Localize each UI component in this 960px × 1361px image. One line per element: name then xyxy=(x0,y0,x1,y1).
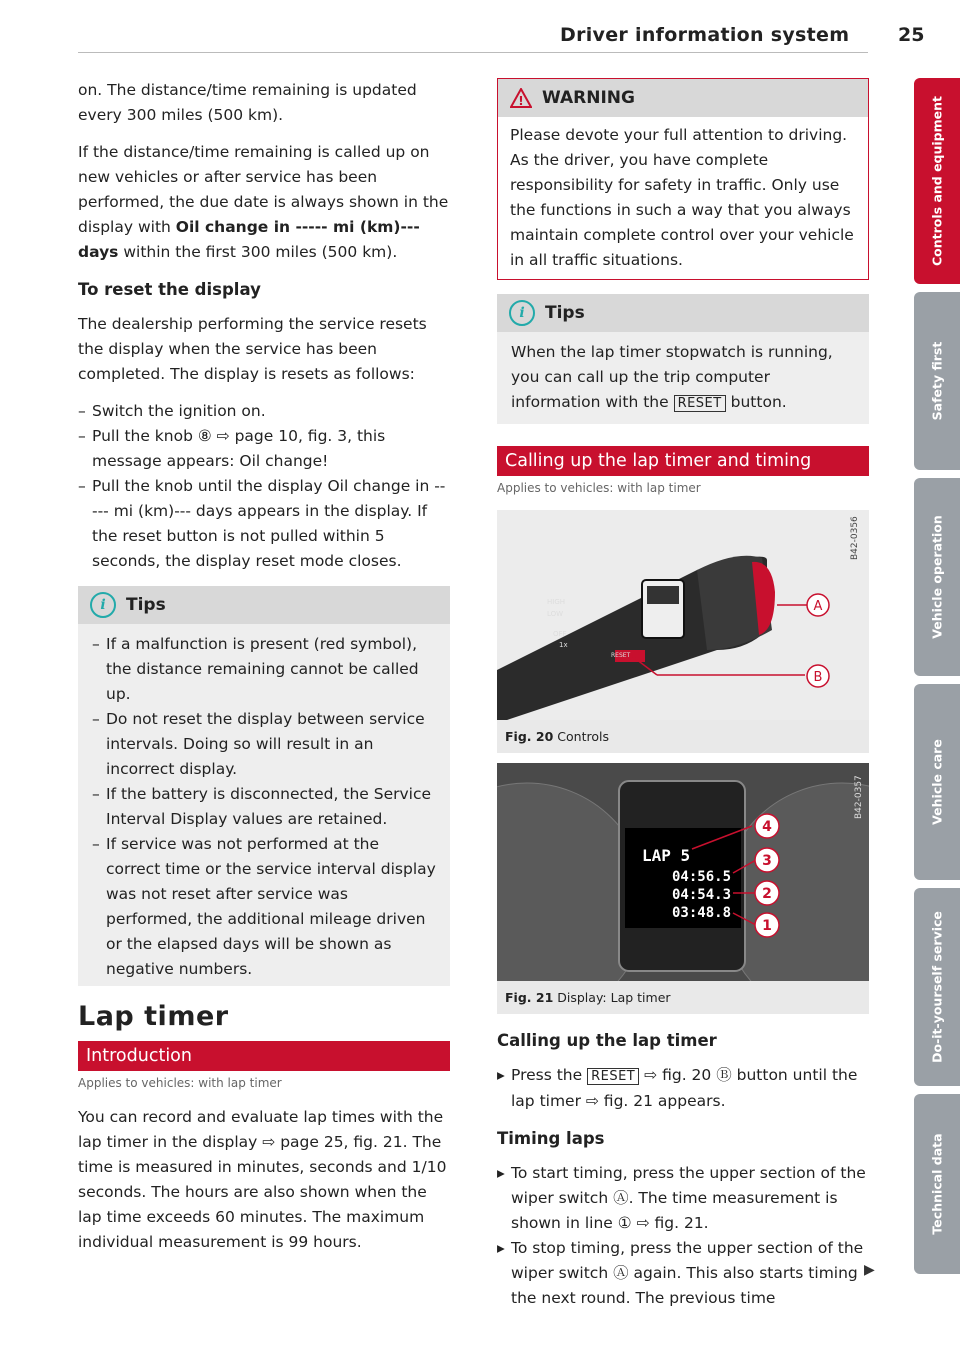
reset-para: The dealership performing the service resets the display when the service has been completed. The display is resets as follows: xyxy=(78,315,427,383)
applies-note: Applies to vehicles: with lap timer xyxy=(497,481,701,495)
section-bar: Calling up the lap timer and timing xyxy=(497,446,869,476)
running-header: Driver information system xyxy=(560,24,850,46)
list-item: – Do not reset the display between service intervals. Doing so will result in an incorrect display. xyxy=(92,707,436,782)
figure-code: B42-0357 xyxy=(854,775,864,819)
para-new-vehicles: If the distance/time remaining is called up on new vehicles or after service has been performed, the due date is always shown in the display with Oil change in ----- mi (km)--- days within the first 300 miles (500 km). xyxy=(78,143,449,261)
label-high: HIGH xyxy=(547,598,566,606)
tab-controls-and-equipment[interactable]: Controls and equipment xyxy=(914,78,960,284)
chapter-tabs xyxy=(914,78,960,1282)
wiper-lever-illustration xyxy=(497,510,869,720)
warning-text: Please devote your full attention to driving. As the driver, you have complete responsibility for safety in traffic. Only use the functions in such a way that you always maintain complete control over your vehicle in all traffic situations. xyxy=(498,117,868,279)
callout-a: A xyxy=(813,599,823,614)
tips-box-left xyxy=(78,586,450,986)
svg-text:!: ! xyxy=(518,94,524,108)
list-item: – If a malfunction is present (red symbol), the distance remaining cannot be called up. xyxy=(92,632,436,707)
tab-technical-data[interactable]: Technical data xyxy=(914,1094,960,1274)
warning-icon xyxy=(510,88,532,108)
figure-21 xyxy=(497,763,869,1014)
left-column xyxy=(78,78,450,1267)
warning-header: ! WARNING xyxy=(498,79,868,117)
callout-4: 4 xyxy=(762,819,772,835)
info-icon: i xyxy=(509,300,535,326)
label-off: OFF xyxy=(553,630,567,638)
warning-box xyxy=(497,78,869,280)
label-low: LOW xyxy=(547,610,564,618)
calling-heading: Calling up the lap timer xyxy=(497,1031,717,1050)
lap-label: LAP 5 xyxy=(642,846,691,865)
header-rule xyxy=(78,52,868,53)
introduction-bar: Introduction xyxy=(78,1041,450,1071)
list-item: – If the battery is disconnected, the Service Interval Display values are retained. xyxy=(92,782,436,832)
list-item: – Switch the ignition on. xyxy=(78,399,450,424)
lap-time-3: 04:56.5 xyxy=(672,869,732,885)
label-1x: 1x xyxy=(559,641,568,649)
reset-key: RESET xyxy=(674,395,726,412)
reset-heading: To reset the display xyxy=(78,280,261,299)
info-icon: i xyxy=(90,592,116,618)
callout-1: 1 xyxy=(762,918,772,934)
callout-b: B xyxy=(813,670,823,685)
section-title: Lap timer xyxy=(78,1001,229,1032)
right-column xyxy=(497,78,869,1323)
reset-key: RESET xyxy=(587,1068,639,1085)
tips-header: i Tips xyxy=(497,294,869,332)
timing-step-1: ▸ To start timing, press the upper section of the wiper switch Ⓐ. The time measurement is shown in line ① ⇨ fig. 21. xyxy=(497,1161,869,1236)
applies-note: Applies to vehicles: with lap timer xyxy=(78,1076,282,1090)
tips-header: i Tips xyxy=(78,586,450,624)
reset-steps xyxy=(78,399,450,574)
timing-heading: Timing laps xyxy=(497,1129,605,1148)
lap-time-1: 03:48.8 xyxy=(672,905,732,921)
figure-caption: Fig. 20 Controls xyxy=(497,720,869,753)
figure-20 xyxy=(497,510,869,753)
figure-caption: Fig. 21 Display: Lap timer xyxy=(497,981,869,1014)
lap-time-2: 04:54.3 xyxy=(672,887,732,903)
page-number: 25 xyxy=(898,24,925,46)
tab-safety-first[interactable]: Safety first xyxy=(914,292,960,470)
continue-arrow-icon: ▶ xyxy=(864,1262,875,1278)
oil-change-message: Oil change in ----- mi (km)--- days xyxy=(78,218,420,261)
tab-vehicle-operation[interactable]: Vehicle operation xyxy=(914,478,960,676)
tab-vehicle-care[interactable]: Vehicle care xyxy=(914,684,960,880)
intro-para: You can record and evaluate lap times with the lap timer in the display ⇨ page 25, fig. 21. The time is measured in minutes, seconds and 1/10 seconds. The hours are also shown when the lap time exceeds 60 minutes. The maximum individual measurement is 99 hours. xyxy=(78,1108,447,1251)
calling-step: ▸ Press the RESET ⇨ fig. 20 Ⓑ button until the lap timer ⇨ fig. 21 appears. xyxy=(497,1063,869,1114)
callout-2: 2 xyxy=(762,886,772,902)
para-distance: on. The distance/time remaining is updated every 300 miles (500 km). xyxy=(78,81,417,124)
list-item: – Pull the knob ⑧ ⇨ page 10, fig. 3, this message appears: Oil change! xyxy=(78,424,450,474)
list-item: – If service was not performed at the correct time or the service interval display was not reset after service was performed, the additional mileage driven or the elapsed days will be shown as negative numbers. xyxy=(92,832,436,982)
figure-code: B42-0356 xyxy=(850,516,860,560)
tips-body: When the lap timer stopwatch is running, you can call up the trip computer information with the RESET button. xyxy=(497,332,869,424)
label-reset: RESET xyxy=(611,652,631,659)
lap-timer-display-illustration xyxy=(497,763,869,981)
timing-step-2: ▸ To stop timing, press the upper section of the wiper switch Ⓐ again. This also starts timing the next round. The previous time xyxy=(497,1236,869,1311)
tips-body xyxy=(78,624,450,986)
tab-do-it-yourself-service[interactable]: Do-it-yourself service xyxy=(914,888,960,1086)
callout-3: 3 xyxy=(762,853,772,869)
list-item: – Pull the knob until the display Oil change in ----- mi (km)--- days appears in the display. If the reset button is not pulled within 5 seconds, the display reset mode closes. xyxy=(78,474,450,574)
tips-box-right xyxy=(497,294,869,424)
